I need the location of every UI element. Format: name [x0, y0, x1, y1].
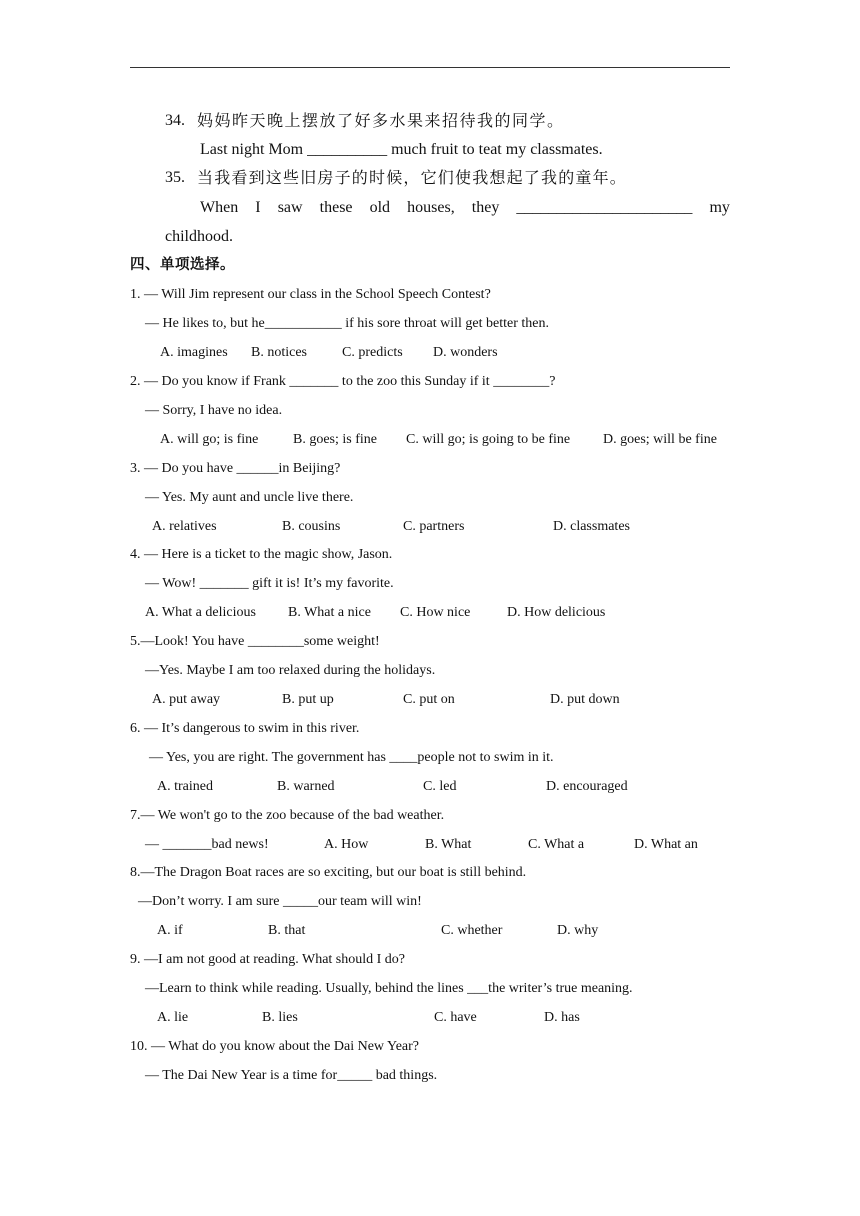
- question-reply: — Wow! _______ gift it is! It’s my favorite.: [145, 576, 394, 591]
- question-reply: —Don’t worry. I am sure _____our team will win!: [138, 894, 422, 909]
- option-a: A. if: [157, 923, 183, 938]
- option-b: B. goes; is fine: [293, 432, 377, 447]
- option-c: C. led: [423, 779, 457, 794]
- option-a: A. put away: [152, 692, 221, 707]
- option-b: B. What: [425, 837, 472, 852]
- option-b: B. What a nice: [288, 605, 371, 620]
- q35-word: houses,: [407, 199, 455, 216]
- option-a: A. imagines: [160, 345, 228, 360]
- option-b: B. that: [268, 923, 306, 938]
- question-reply: — He likes to, but he___________ if his sore throat will get better then.: [145, 316, 549, 331]
- q35-word: they: [471, 199, 500, 216]
- option-a: A. lie: [157, 1010, 189, 1025]
- q35-chinese: 当我看到这些旧房子的时候，它们使我想起了我的童年。: [197, 168, 628, 187]
- question-stem: 4. — Here is a ticket to the magic show, Jason.: [130, 547, 393, 562]
- q35-word: saw: [277, 199, 303, 216]
- option-b: B. lies: [262, 1010, 298, 1025]
- q35-number: 35.: [165, 169, 185, 186]
- option-c: C. partners: [403, 519, 465, 534]
- option-c: C. How nice: [400, 605, 471, 620]
- option-d: D. classmates: [553, 519, 630, 534]
- question-reply: — Sorry, I have no idea.: [145, 403, 283, 418]
- option-a: A. trained: [157, 779, 213, 794]
- option-c: C. predicts: [342, 345, 403, 360]
- q35-blank: ______________________: [516, 199, 693, 216]
- question-stem: 9. —I am not good at reading. What should I do?: [130, 952, 406, 967]
- q35-word: old: [369, 199, 391, 216]
- question-stem: 8.—The Dragon Boat races are so exciting, but our boat is still behind.: [130, 865, 527, 880]
- option-d: D. wonders: [433, 345, 498, 360]
- option-d: D. What an: [634, 837, 698, 852]
- q35-word: these: [319, 199, 353, 216]
- option-d: D. How delicious: [507, 605, 606, 620]
- question-stem: 10. — What do you know about the Dai New Year?: [130, 1039, 420, 1054]
- question-reply: — The Dai New Year is a time for_____ bad things.: [145, 1068, 438, 1083]
- option-c: C. What a: [528, 837, 585, 852]
- section-heading: 四、单项选择。: [130, 256, 235, 273]
- option-d: D. goes; will be fine: [603, 432, 717, 447]
- option-d: D. why: [557, 923, 599, 938]
- option-b: B. warned: [277, 779, 335, 794]
- q34-number: 34.: [165, 112, 185, 129]
- option-c: C. will go; is going to be fine: [406, 432, 571, 447]
- question-stem: 1. — Will Jim represent our class in the School Speech Contest?: [130, 287, 491, 302]
- question-stem: 2. — Do you know if Frank _______ to the zoo this Sunday if it ________?: [130, 374, 556, 389]
- q35-word: my: [709, 199, 730, 216]
- question-reply: —Learn to think while reading. Usually, behind the lines ___the writer’s true meaning.: [145, 981, 633, 996]
- question-reply: — _______bad news!: [145, 837, 269, 852]
- q35-english-line: [200, 199, 730, 217]
- option-d: D. encouraged: [546, 779, 628, 794]
- option-c: C. have: [434, 1010, 477, 1025]
- option-b: B. notices: [251, 345, 307, 360]
- option-b: B. put up: [282, 692, 334, 707]
- q35-word: When: [200, 199, 239, 216]
- option-c: C. whether: [441, 923, 503, 938]
- option-c: C. put on: [403, 692, 455, 707]
- q34-chinese: 妈妈昨天晚上摆放了好多水果来招待我的同学。: [197, 111, 565, 130]
- option-d: D. put down: [550, 692, 620, 707]
- option-a: A. How: [324, 837, 369, 852]
- header-rule: [130, 67, 730, 68]
- q35-english-continued: childhood.: [165, 228, 233, 245]
- option-b: B. cousins: [282, 519, 341, 534]
- question-stem: 5.—Look! You have ________some weight!: [130, 634, 380, 649]
- question-stem: 3. — Do you have ______in Beijing?: [130, 461, 341, 476]
- question-reply: — Yes. My aunt and uncle live there.: [145, 490, 354, 505]
- question-reply: —Yes. Maybe I am too relaxed during the holidays.: [145, 663, 436, 678]
- option-a: A. What a delicious: [145, 605, 256, 620]
- option-a: A. will go; is fine: [160, 432, 259, 447]
- q35-word: I: [255, 199, 261, 216]
- question-reply: — Yes, you are right. The government has ____people not to swim in it.: [149, 750, 554, 765]
- option-a: A. relatives: [152, 519, 217, 534]
- question-stem: 6. — It’s dangerous to swim in this river.: [130, 721, 360, 736]
- q34-english: Last night Mom __________ much fruit to teat my classmates.: [200, 141, 603, 158]
- option-d: D. has: [544, 1010, 580, 1025]
- question-stem: 7.— We won't go to the zoo because of the bad weather.: [130, 808, 445, 823]
